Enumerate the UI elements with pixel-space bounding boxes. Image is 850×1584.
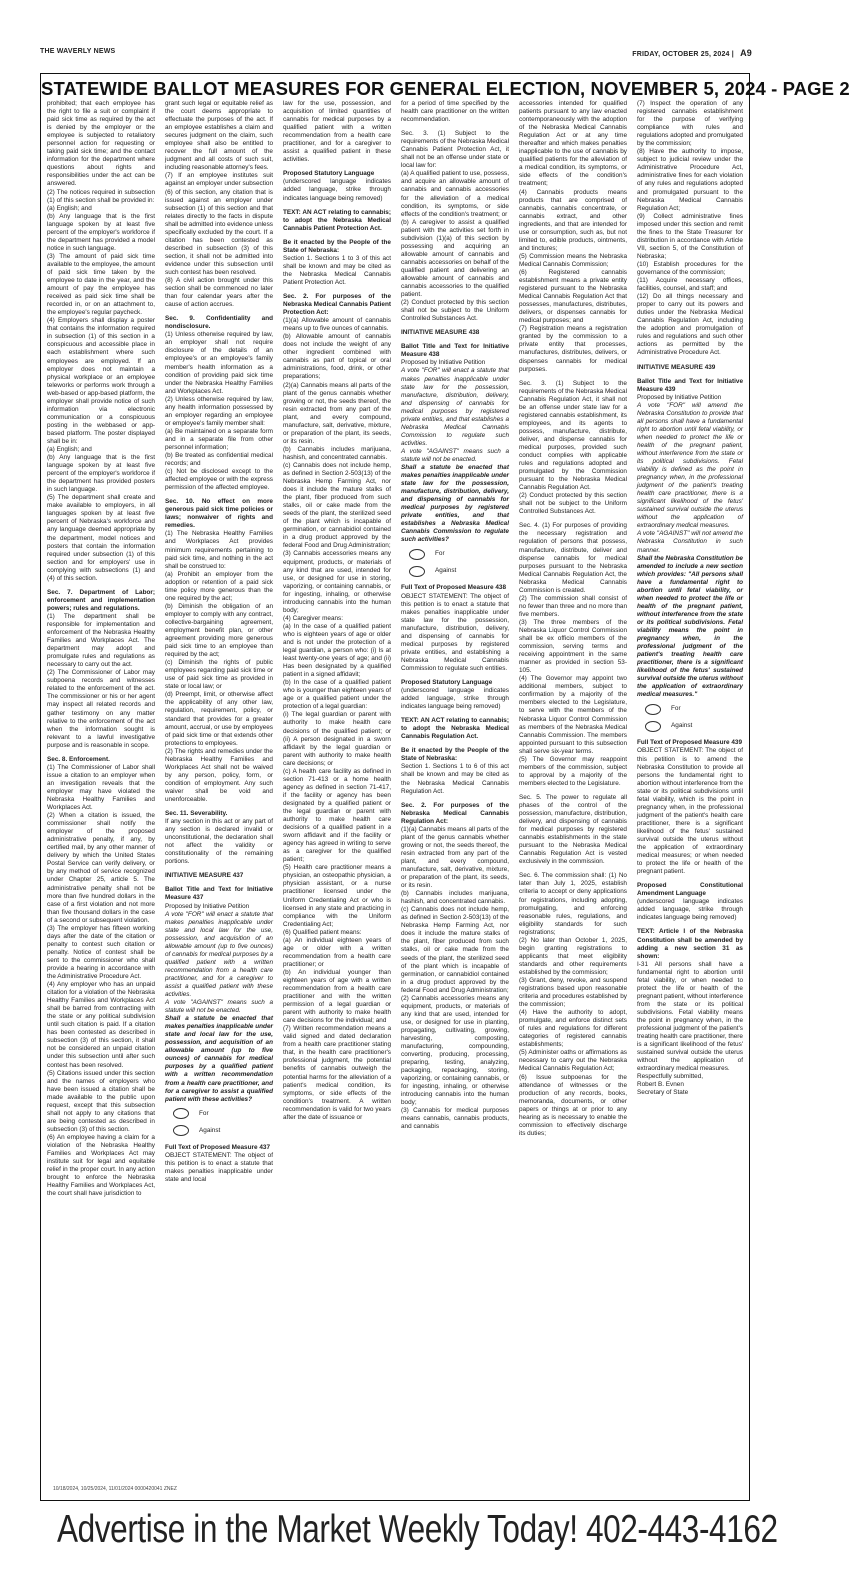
paragraph: Sec. 11. Severability. [165, 810, 228, 818]
paragraph: (underscored language indicates added language, strike through indicates language being removed) [401, 687, 509, 711]
ballot-oval-icon [173, 1125, 189, 1136]
publication-dates: 10/18/2024, 10/25/2024, 11/01/2024 0000420041 ZNEZ [53, 1486, 177, 1492]
paragraph: OBJECT STATEMENT: The object of this petition is to enact a statute that makes penalties inapplicable under state law for the possession, manufacture, distribution, delivery, and dispensing of cannabis for medical purposes by registered private entities, and establishing a Nebraska Medical Cannabis Commission to regulate such entities. [401, 592, 509, 672]
ballot-option-label: For [435, 550, 445, 558]
paragraph: (2) When a citation is issued, the commissioner shall notify the employer of the proposed administrative penalty, if any, by certified mail, by any other manner of delivery by which the United States Postal Service can verify delivery, or by any method of service recognized under Chapter 25, article 5. The administrative penalty shall not be more than five hundred dollars in the case of a first violation and not more than five thousand dollars in the case of a second or subsequent violation. [47, 812, 155, 924]
paragraph: (7) If an employee institutes suit against an employer under subsection (6) of this section, any citation that is issued against an employer under subsection (1) of this section and that relates directly to the facts in dispute shall be admitted into evidence unless specifically excluded by the court. If a citation has been contested as described in subsection (3) of this section, it shall not be admitted into evidence under this subsection until such contest has been resolved. [165, 172, 273, 276]
paragraph: Sec. 6. The commission shall: (1) No later than July 1, 2025, establish criteria to accept or deny applications for registrations, including adopting, promulgating, and enforcing reasonable rules, regulations, and eligibility standards for such registrations; [519, 872, 627, 936]
paragraph: (2) Unless otherwise required by law, any health information possessed by an employer regarding an employee or employee's family member shall: [165, 395, 273, 427]
paper-name: THE WAVERLY NEWS [40, 48, 116, 55]
paragraph: OBJECT STATEMENT: The object of this petition is to amend the Nebraska Constitution to provide all persons the fundamental right to abortion without interference from the state or its political subdivisions until fetal viability, which is the point in pregnancy when, in the professional judgment of the patient's health care practitioner, there is a significant likelihood of the fetus' sustained survival outside the uterus without the application of extraordinary medical measures; or when needed to protect the life or health of the pregnant patient. [637, 747, 743, 876]
ballot-option-against-col4-10 [401, 564, 509, 578]
paragraph: (b) Diminish the obligation of an employer to comply with any contract, collective-bargaining agreement, employment benefit plan, or other agreement providing more generous paid sick time to an employee than required by the act; [165, 602, 273, 659]
ballot-oval-icon [645, 704, 661, 715]
paragraph: (1) The department shall be responsible for implementation and enforcement of the Nebraska Healthy Families and Workplaces Act. The department may adopt and promulgate rules and regulations as necessary to carry out the act. [47, 612, 155, 669]
paragraph: INITIATIVE MEASURE 439 [637, 363, 716, 371]
paragraph: (5) Administer oaths or affirmations as necessary to carry out the Nebraska Medical Cannabis Regulation Act; [519, 1049, 627, 1073]
column-2 [165, 100, 273, 1496]
ballot-option-label: Against [435, 567, 457, 575]
paragraph: TEXT: AN ACT relating to cannabis; to adopt the Nebraska Medical Cannabis Patient Protection Act. [283, 208, 391, 232]
paragraph: (b) A caregiver to assist a qualified patient with the activities set forth in subdivision (1)(a) of this section by possessing and acquiring an allowable amount of cannabis and cannabis accessories on behalf of the qualified patient and delivering an allowable amount of cannabis and cannabis accessories to the qualified patient. [401, 218, 509, 299]
paragraph: (4) Cannabis products means products that are comprised of cannabis, cannabis concentrate, or cannabis extract, and other ingredients, and that are intended for use or consumption, such as, but not limited to, edible products, ointments, and tinctures; [519, 188, 627, 252]
paragraph: (b) Cannabis includes marijuana, hashish, and concentrated cannabis. [401, 890, 509, 906]
paragraph: (10) Establish procedures for the governance of the commission; [637, 260, 743, 276]
paragraph: (6) Qualified patient means: [283, 928, 362, 936]
ballot-option-label: For [199, 1109, 209, 1117]
date-text: FRIDAY, OCTOBER 25, 2024 [632, 51, 730, 58]
paragraph: (12) Do all things necessary and proper to carry out its powers and duties under the Nebraska Medical Cannabis Regulation Act, including the adoption and promulgation of rules and regulations and such other actions as permitted by the Administrative Procedure Act. [637, 293, 743, 357]
paragraph: accessories intended for qualified patients pursuant to any law enacted contemporaneously with the adoption of the Nebraska Medical Cannabis Regulation Act or at any time thereafter and which makes penalties inapplicable to the use of cannabis by qualified patients for the alleviation of a medical condition, its symptoms, or side effects of the condition's treatment; [519, 100, 627, 188]
paragraph: (8) A civil action brought under this section shall be commenced no later than four calendar years after the cause of action accrues. [165, 277, 273, 309]
paragraph: (6) An employee having a claim for a violation of the Nebraska Healthy Families and Workplaces Act may institute suit for legal and equitable relief in the proper court. In any action brought to enforce the Nebraska Healthy Families and Workplaces Act, the court shall have jurisdiction to [47, 1133, 155, 1198]
paragraph: (3) The three members of the Nebraska Liquor Control Commission shall be ex officio members of the commission, serving terms and receiving appointment in the same manner as provided in section 53-105. [519, 618, 627, 675]
paragraph: TEXT: AN ACT relating to cannabis; to adopt the Nebraska Medical Cannabis Regulation Act. [401, 717, 509, 741]
paragraph: (1) The Nebraska Healthy Families and Workplaces Act provides minimum requirements pertaining to paid sick time, and nothing in the act shall be construed to: [165, 530, 273, 570]
ballot-option-against-col6-11 [637, 719, 743, 733]
paragraph: (5) Citations issued under this section and the names of employers who have been issued a citation shall be made available to the public upon request, except that this subsection shall not apply to any citations that are being contested as described in subsection (3) of this section. [47, 1069, 155, 1133]
column-1 [47, 100, 155, 1496]
paragraph: (2)(a) Cannabis means all parts of the plant of the genus cannabis whether growing or not, the seeds thereof, the resin extracted from any part of the plant, and every compound, manufacture, salt, derivative, mixture, or preparation of the plant, its seeds, or its resin. [283, 381, 391, 445]
paragraph: (1)(a) Allowable amount of cannabis means up to five ounces of cannabis. [283, 317, 391, 333]
page-title: STATEWIDE BALLOT MEASURES FOR GENERAL ELECTION, NOVEMBER 5, 2024 - PAGE 2 [41, 78, 850, 99]
paragraph: INITIATIVE MEASURE 437 [165, 872, 244, 880]
paragraph: Proposed Constitutional Amendment Language [637, 882, 743, 898]
paragraph: (7) Registration means a registration granted by the commission to a private entity that processes, manufactures, distributes, delivers, or dispenses cannabis for medical purposes. [519, 325, 627, 373]
paragraph: (b) Be treated as confidential medical records; and [165, 452, 273, 468]
paragraph: (underscored language indicates added language, strike through indicates language being removed) [637, 898, 743, 922]
paragraph: (4) Employers shall display a poster that contains the information required in subsection (1) of this section in a conspicuous and accessible place in each establishment where such employees are employed. If an employer does not maintain a physical workplace or an employee teleworks or performs work through a web-based or app-based platform, the employer shall provide notice of such information via electronic communication or a conspicuous posting in the webbased or app-based platform. The poster displayed shall be in: [47, 317, 155, 445]
paragraph: (c) A health care facility as defined in section 71-413 or a home health agency as defined in section 71-417, if the facility or agency has been designated by a qualified patient or the legal guardian or parent with authority to make health care decisions of a qualified patient in a sworn affidavit and if the facility or agency has agreed in writing to serve as a caregiver for the qualified patient; [283, 767, 391, 864]
paragraph: law for the use, possession, and acquisition of limited quantities of cannabis for medical purposes by a qualified patient with a written recommendation from a health care practitioner, and for a caregiver to assist a qualified patient in these activities. [283, 100, 391, 164]
paragraph: (a) English; and [47, 446, 92, 454]
paragraph: Proposed by Initiative Petition [165, 902, 250, 910]
paragraph: (4) Caregiver means: [283, 614, 344, 622]
paragraph: (4) The Governor may appoint two additional members, subject to confirmation by a majority of the members elected to the Legislature, to serve with the members of the Nebraska Liquor Control Commission as members of the Nebraska Medical Cannabis Commission. The members appointed pursuant to this subsection shall serve six-year terms. [519, 675, 627, 755]
paragraph: (5) Commission means the Nebraska Medical Cannabis Commission; [519, 252, 627, 268]
paragraph: for a period of time specified by the health care practitioner on the written recommendation. [401, 100, 509, 124]
paragraph: (c) Diminish the rights of public employees regarding paid sick time or use of paid sick time as provided in state or local law; or [165, 659, 273, 691]
paragraph: I-31 All persons shall have a fundamental right to abortion until fetal viability, or when needed to protect the life or health of the pregnant patient, without interference from the state or its political subdivisions. Fetal viability means the point in pregnancy when, in the professional judgment of the patient's treating health care practitioner, there is a significant likelihood of the fetus' sustained survival outside the uterus without the application of extraordinary medical measures. [637, 960, 743, 1073]
ballot-option-against-col2-23 [165, 1124, 273, 1138]
paragraph: Proposed by Initiative Petition [637, 393, 722, 401]
ballot-oval-icon [173, 1108, 189, 1119]
paragraph: Respectfully submitted, [637, 1073, 704, 1081]
paragraph: prohibited; that each employee has the right to file a suit or complaint if paid sick time as required by the act is denied by the employer or the employee is subjected to retaliatory personnel action for requesting or taking paid sick time; and the contact information for the department where questions about rights and responsibilities under the act can be answered. [47, 100, 155, 188]
paragraph: A vote "AGAINST" means such a statute will not be enacted. [401, 447, 509, 463]
paragraph: Full Text of Proposed Measure 439 [637, 739, 742, 747]
advertisement-banner: Advertise in the Market Weekly Today! 402-443-4162 [57, 1508, 778, 1551]
paragraph: (b) Any language that is the first language spoken by at least five percent of the employer's workforce if the department has provided a model notice in such language. [47, 212, 155, 252]
paragraph: Sec. 3. (1) Subject to the requirements of the Nebraska Medical Cannabis Regulation Act, it shall not be an offense under state law for a registered cannabis establishment, its employees, and its agents to possess, manufacture, distribute, deliver, and dispense cannabis for medical purposes, provided such conduct complies with applicable rules and regulations adopted and promulgated by the Commission pursuant to the Nebraska Medical Cannabis Regulation Act. [519, 379, 627, 492]
paragraph: A vote "AGAINST" will not amend the Nebraska Constitution in such manner. [637, 530, 743, 554]
paragraph: (b) Allowable amount of cannabis does not include the weight of any other ingredient combined with cannabis as part of topical or oral administrations, food, drink, or other preparations; [283, 333, 391, 381]
paragraph: (i) The legal guardian or parent with authority to make health care decisions of the qualified patient; or (ii) A person designated in a sworn affidavit by the legal guardian or parent with authority to make health care decisions; or [283, 711, 391, 767]
paragraph: (c) Cannabis does not include hemp, as defined in Section 2-503(13) of the Nebraska Hemp Farming Act, nor does it include the mature stalks of the plant, fiber produced from such stalks, oil or cake made from the seeds of the plant, the sterilized seed of the plant which is incapable of germination, or cannabidiol contained in a drug product approved by the federal Food and Drug Administration; [283, 461, 391, 550]
paragraph: (2) The notices required in subsection (1) of this section shall be provided in: [47, 188, 155, 204]
paragraph: (c) Cannabis does not include hemp, as defined in Section 2-503(13) of the Nebraska Hemp Farming Act, nor does it include the mature stalks of the plant, fiber produced from such stalks, oil or cake made from the seeds of the plant, the sterilized seed of the plant which is incapable of germination, or cannabidiol contained in a drug product approved by the federal Food and Drug Administration; [401, 906, 509, 994]
paragraph: (5) Health care practitioner means a physician, an osteopathic physician, a physician assistant, or a nurse practitioner licensed under the Uniform Credentialing Act or who is licensed in any state and practicing in compliance with the Uniform Credentialing Act; [283, 864, 391, 928]
paragraph: (6) Registered cannabis establishment means a private entity registered pursuant to the Nebraska Medical Cannabis Regulation Act that possesses, manufactures, distributes, delivers, or dispenses cannabis for medical purposes; and [519, 268, 627, 325]
paragraph: Proposed by Initiative Petition [401, 359, 486, 367]
paragraph: Shall a statute be enacted that makes penalties inapplicable under state law for the possession, manufacture, distribution, delivery, and dispensing of cannabis for medical purposes by registered private entities, and that establishes a Nebraska Medical Cannabis Commission to regulate such activities? [401, 464, 509, 544]
ballot-option-label: Against [199, 1126, 221, 1134]
paragraph: (c) Not be disclosed except to the affected employee or with the express permission of the affected employee. [165, 468, 273, 492]
paragraph: Shall a statute be enacted that makes penalties inapplicable under state and local law for the use, possession, and acquisition of an allowable amount (up to five ounces) of cannabis for medical purposes by a qualified patient with a written recommendation from a health care practitioner, and for a caregiver to assist a qualified patient with these activities? [165, 1015, 273, 1103]
paragraph: A vote "FOR" will enact a statute that makes penalties inapplicable under state and local law for the use, possession, and acquisition of an allowable amount (up to five ounces) of cannabis for medical purposes by a qualified patient with a written recommendation from a health care practitioner, and for a caregiver to assist a qualified patient with these activities. [165, 910, 273, 999]
paragraph: TEXT: Article I of the Nebraska Constitution shall be amended by adding a new section 31 as shown: [637, 928, 743, 960]
paragraph: (3) Cannabis for medical purposes means cannabis, cannabis products, and cannabis [401, 1107, 509, 1131]
paragraph: (2) The Commissioner of Labor may subpoena records and witnesses related to the enforcement of the act. The commissioner or his or her agent may inspect all related records and gather testimony on any matter relative to the enforcement of the act when the information sought is relevant to a lawful investigative purpose and is reasonable in scope. [47, 669, 155, 749]
paragraph: (1)(a) Cannabis means all parts of the plant of the genus cannabis whether growing or not, the seeds thereof, the resin extracted from any part of the plant, and every compound, manufacture, salt, derivative, mixture, or preparation of the plant, its seeds, or its resin. [401, 825, 509, 890]
paragraph: Sec. 3. (1) Subject to the requirements of the Nebraska Medical Cannabis Patient Protection Act, it shall not be an offense under state or local law for: [401, 130, 509, 170]
paragraph: Ballot Title and Text for Initiative Measure 437 [165, 886, 273, 902]
paragraph: (a) A qualified patient to use, possess, and acquire an allowable amount of cannabis and cannabis accessories for the alleviation of a medical condition, its symptoms, or side effects of the condition's treatment; or [401, 170, 509, 218]
paragraph: (3) Cannabis accessories means any equipment, products, or materials of any kind that are used, intended for use, or designed for use in storing, vaporizing, or containing cannabis, or for ingesting, inhaling, or otherwise introducing cannabis into the human body; [283, 550, 391, 614]
paragraph: (b) Any language that is the first language spoken by at least five percent of the employer's workforce if the department has provided posters in such language. [47, 454, 155, 494]
paragraph: A vote "FOR" will enact a statute that makes penalties inapplicable under state law for the possession, manufacture, distribution, delivery, and dispensing of cannabis for medical purposes by registered private entities, and that establishes a Nebraska Medical Cannabis Commission to regulate such activities. [401, 367, 509, 447]
paragraph: Be it enacted by the People of the State of Nebraska: [401, 747, 509, 763]
paragraph: (3) The amount of paid sick time available to the employee, the amount of paid sick time taken by the employee to date in the year, and the amount of pay the employee has received as paid sick time shall be recorded in, or on an attachment to, the employee's regular paycheck. [47, 252, 156, 317]
paragraph: (4) Any employer who has an unpaid citation for a violation of the Nebraska Healthy Families and Workplaces Act shall be barred from contracting with the state or any political subdivision until such citation is paid. If a citation has been contested as described in subsection (3) of this section, it shall not be considered an unpaid citation under this subsection until after such contest has been resolved. [47, 981, 155, 1069]
paragraph: (8) Have the authority to impose, subject to judicial review under the Administrative Procedure Act, administrative fines for each violation of any rules and regulations adopted and promulgated pursuant to the Nebraska Medical Cannabis Regulation Act; [637, 148, 743, 212]
paragraph: grant such legal or equitable relief as the court deems appropriate to effectuate the purposes of the act. If an employee establishes a claim and secures judgment on the claim, such employee shall also be entitled to recover the full amount of the judgment and all costs of such suit, including reasonable attorney's fees. [165, 100, 273, 172]
paragraph: (7) Inspect the operation of any registered cannabis establishment for the purpose of verifying compliance with rules and regulations adopted and promulgated by the commission; [637, 100, 743, 148]
ballot-oval-icon [645, 721, 661, 732]
paragraph: Secretary of State [637, 1089, 689, 1097]
paragraph: (2) Conduct protected by this section shall not be subject to the Uniform Controlled Substances Act. [519, 492, 627, 516]
paragraph: INITIATIVE MEASURE 438 [401, 329, 480, 337]
ballot-measures-box [40, 73, 850, 1501]
paragraph: (2) The rights and remedies under the Nebraska Healthy Families and Workplaces Act shall not be waived by any person, policy, form, or condition of employment. Any such waiver shall be void and unenforceable. [165, 747, 273, 803]
paragraph: (4) Have the authority to adopt, promulgate, and enforce distinct sets of rules and regulations for different categories of registered cannabis establishments; [519, 1009, 627, 1049]
ballot-option-label: For [671, 705, 681, 713]
paragraph: Sec. 4. (1) For purposes of providing the necessary registration and regulation of persons that possess, manufacture, distribute, deliver and dispense cannabis for medical purposes pursuant to the Nebraska Medical Cannabis Regulation Act, the Nebraska Medical Cannabis Commission is created. [519, 522, 627, 594]
paragraph: A vote "FOR" will amend the Nebraska Constitution to provide that all persons shall have a fundamental right to abortion until fetal viability, or when needed to protect the life or health of the pregnant patient, without interference from the state or its political subdivisions. Fetal viability is defined as the point in pregnancy when, in the professional judgment of the patient's treating health care practitioner, there is a significant likelihood of the fetus' sustained survival outside the uterus without the application of extraordinary medical measures. [637, 401, 743, 530]
paragraph: (2) The commission shall consist of no fewer than three and no more than five members. [519, 594, 627, 618]
paragraph: (a) Prohibit an employer from the adoption or retention of a paid sick time policy more generous than the one required by the act; [165, 570, 273, 602]
paragraph: Be it enacted by the People of the State of Nebraska: [283, 238, 391, 254]
paragraph: (b) Cannabis includes marijuana, hashish, and concentrated cannabis. [283, 445, 391, 461]
paragraph: OBJECT STATEMENT: The object of this petition is to enact a statute that makes penalties inapplicable under state and local [165, 1151, 273, 1183]
paragraph: Sec. 9. Confidentiality and nondisclosure. [165, 315, 273, 331]
paragraph: If any section in this act or any part of any section is declared invalid or unconstitutional, the declaration shall not affect the validity or constitutionality of the remaining portions. [165, 818, 273, 866]
paragraph: (7) Written recommendation means a valid signed and dated declaration from a health care practitioner stating that, in the health care practitioner's professional judgment, the potential benefits of cannabis outweigh the potential harms for the alleviation of a patient's medical condition, its symptoms, or side effects of the condition's treatment. A written recommendation is valid for two years after the date of issuance or [283, 1025, 391, 1121]
paragraph: (1) Unless otherwise required by law, an employer shall not require disclosure of the details of an employee's or an employee's family member's health information as a condition of providing paid sick time under the Nebraska Healthy Families and Workplaces Act. [165, 331, 273, 395]
paragraph: Shall the Nebraska Constitution be amended to include a new section which provides: "All persons shall have a fundamental right to abortion until fetal viability, or when needed to protect the life or health of the pregnant patient, without interference from the state or its political subdivisions. Fetal viability means the point in pregnancy when, in the professional judgment of the patient's treating health care practitioner, there is a significant likelihood of the fetus' sustained survival outside the uterus without the application of extraordinary medical measures." [637, 554, 743, 699]
paragraph: Section 1. Sections 1 to 6 of this act shall be known and may be cited as the Nebraska Medical Cannabis Regulation Act. [401, 763, 509, 795]
column-3 [283, 100, 391, 1496]
paragraph: (3) The employer has fifteen working days after the date of the citation or penalty to contest such citation or penalty. Notice of contest shall be sent to the commissioner who shall provide a hearing in accordance with the Administrative Procedure Act. [47, 924, 155, 981]
paragraph: (2) Cannabis accessories means any equipment, products, or materials of any kind that are used, intended for use, or designed for use in planting, propagating, cultivating, growing, harvesting, composting, manufacturing, compounding, converting, producing, processing, preparing, testing, analyzing, packaging, repackaging, storing, vaporizing, or containing cannabis, or for ingesting, inhaling, or otherwise introducing cannabis into the human body; [401, 994, 509, 1107]
paragraph: (a) English; and [47, 204, 92, 212]
paragraph: (1) The Commissioner of Labor shall issue a citation to an employer when an investigation reveals that the employer may have violated the Nebraska Healthy Families and Workplaces Act. [47, 763, 155, 812]
paragraph: Full Text of Proposed Measure 438 [401, 584, 506, 592]
paragraph: Sec. 7. Department of Labor; enforcement and implementation powers; rules and regulations. [47, 588, 155, 612]
paragraph: (2) Conduct protected by this section shall not be subject to the Uniform Controlled Substances Act. [401, 299, 509, 323]
ballot-option-for-col4-10 [401, 547, 509, 561]
paragraph: Section 1. Sections 1 to 3 of this act shall be known and may be cited as the Nebraska Medical Cannabis Patient Protection Act. [283, 254, 391, 286]
paragraph: (b) In the case of a qualified patient who is younger than eighteen years of age or a qualified patient under the protection of a legal guardian: [283, 679, 392, 711]
ballot-option-for-col6-11 [637, 702, 743, 716]
paragraph: Full Text of Proposed Measure 437 [165, 1143, 270, 1151]
paragraph: Proposed Statutory Language [401, 679, 493, 686]
paragraph: (a) In the case of a qualified patient who is eighteen years of age or older and is not under the protection of a legal guardian, a person who: (i) Is at least twenty-one years of age; and (ii) Has been designated by a qualified patient in a signed affidavit; [283, 622, 391, 679]
paragraph: Robert B. Evnen [637, 1081, 684, 1089]
paragraph: (11) Acquire necessary offices, facilities, counsel, and staff; and [637, 277, 743, 293]
paragraph: Ballot Title and Text for Initiative Measure 438 [401, 343, 509, 359]
paragraph: Sec. 10. No effect on more generous paid sick time policies or laws; nonwaiver of rights and remedies. [165, 498, 273, 530]
column-6 [637, 100, 743, 1496]
masthead [40, 48, 752, 62]
paragraph: (underscored language indicates added language, strike through indicates language being removed) [283, 178, 391, 202]
paragraph: (d) Preempt, limit, or otherwise affect the applicability of any other law, regulation, requirement, policy, or standard that provides for a greater amount, accrual, or use by employees of paid sick time or that extends other protections to employees. [165, 691, 273, 747]
paragraph: (2) No later than October 1, 2025, begin granting registrations to applicants that meet eligibility standards and other requirements established by the commission; [519, 936, 627, 976]
paragraph: (a) An individual eighteen years of age or older with a written recommendation from a health care practitioner; or [283, 936, 391, 968]
paragraph: (3) Grant, deny, revoke, and suspend registrations based upon reasonable criteria and procedures established by the commission; [519, 976, 627, 1009]
paragraph: (5) The department shall create and make available to employers, in all languages spoken by at least five percent of Nebraska's workforce and any language deemed appropriate by the department, model notices and posters that contain the information required under subsection (1) of this section and for employers' use in complying with subsections (1) and (4) of this section. [47, 494, 155, 582]
paragraph: Sec. 8. Enforcement. [47, 755, 110, 763]
paragraph: (9) Collect administrative fines imposed under this section and remit the fines to the State Treasurer for distribution in accordance with Article VII, section 5, of the Constitution of Nebraska; [637, 212, 743, 260]
ballot-oval-icon [409, 566, 425, 577]
column-5 [519, 100, 627, 1496]
paragraph: A vote "AGAINST" means such a statute will not be enacted. [165, 999, 273, 1015]
paragraph: (5) The Governor may reappoint members of the commission, subject to approval by a majority of the members elected to the Legislature. [519, 755, 627, 787]
paragraph: Sec. 5. The power to regulate all phases of the control of the possession, manufacture, distribution, delivery, and dispensing of cannabis for medical purposes by registered cannabis establishments in the state pursuant to the Nebraska Medical Cannabis Regulation Act is vested exclusively in the commission. [519, 793, 627, 866]
paragraph: Ballot Title and Text for Initiative Measure 439 [637, 377, 743, 393]
paragraph: Sec. 2. For purposes of the Nebraska Medical Cannabis Regulation Act: [401, 801, 509, 825]
ballot-option-for-col2-23 [165, 1107, 273, 1121]
paragraph: Proposed Statutory Language [283, 170, 375, 178]
page-number: A9 [740, 48, 752, 58]
paragraph: (b) An individual younger than eighteen years of age with a written recommendation from a health care practitioner and with the written permission of a legal guardian or parent with authority to make health care decisions for the individual; and [283, 968, 391, 1025]
ballot-option-label: Against [671, 722, 693, 730]
text-columns [47, 100, 743, 1496]
ballot-oval-icon [409, 549, 425, 560]
column-4 [401, 100, 509, 1496]
issue-date: FRIDAY, OCTOBER 25, 2024 | A9 [632, 48, 752, 58]
paragraph: (a) Be maintained on a separate form and in a separate file from other personnel information; [165, 427, 273, 451]
paragraph: Sec. 2. For purposes of the Nebraska Medical Cannabis Patient Protection Act: [283, 292, 391, 317]
paragraph: (6) Issue subpoenas for the attendance of witnesses or the production of any records, books, memoranda, documents, or other papers or things at or prior to any hearing as is necessary to enable the commission to effectively discharge its duties; [519, 1073, 627, 1137]
